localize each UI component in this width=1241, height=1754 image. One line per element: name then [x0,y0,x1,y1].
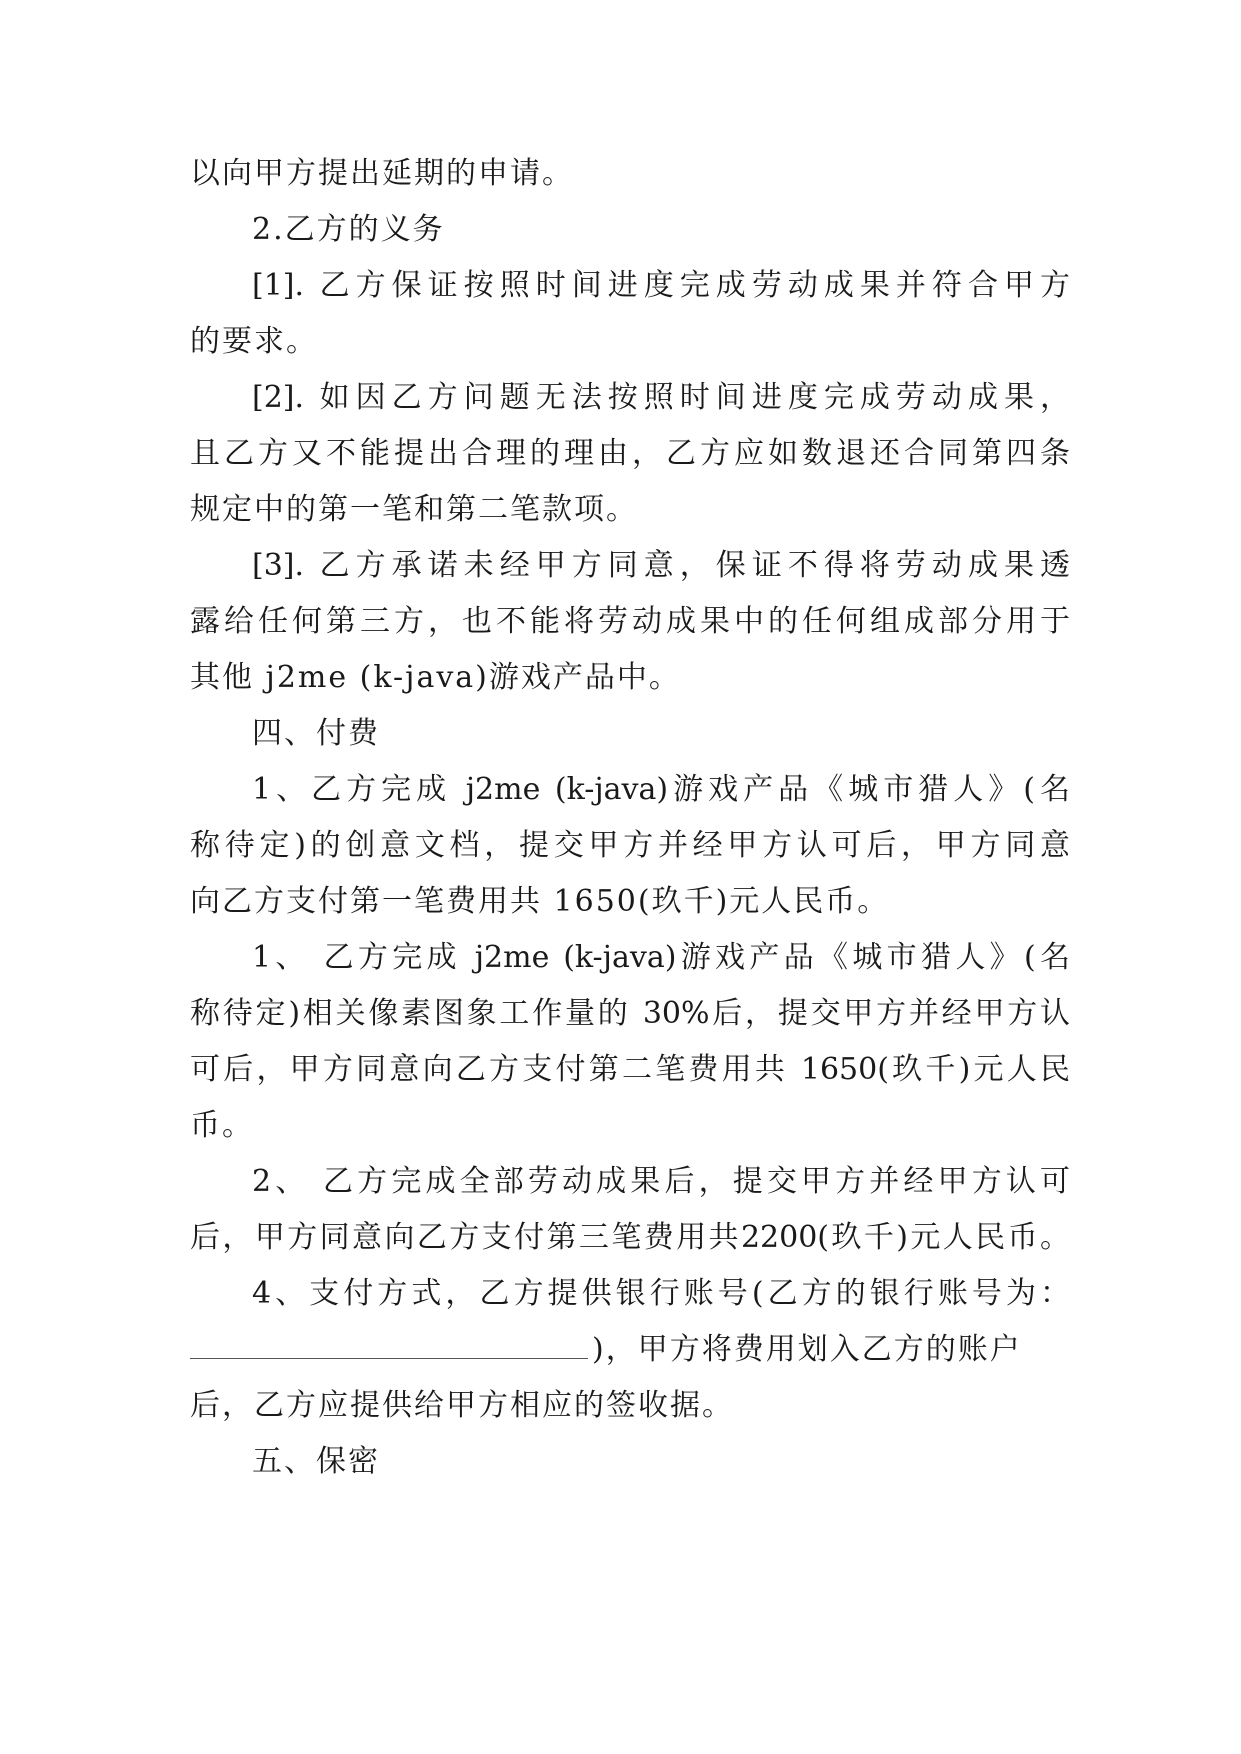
text-line: 其他 j2me (k-java)游戏产品中。 [190,660,681,695]
text-line: 1、乙方完成 j2me (k-java)游戏产品《城市猎人》(名 [252,772,1070,807]
text-line: 1、 乙方完成 j2me (k-java)游戏产品《城市猎人》(名 [252,940,1070,975]
text-line: 币。 [190,1108,254,1143]
text-line: 2、 乙方完成全部劳动成果后，提交甲方并经甲方认可 [252,1164,1070,1199]
text-line: 规定中的第一笔和第二笔款项。 [190,492,638,527]
text-line: 后，乙方应提供给甲方相应的签收据。 [190,1388,734,1423]
text-line: 向乙方支付第一笔费用共 1650(玖千)元人民币。 [190,884,890,919]
text-line-with-blank [190,1326,1070,1374]
text-line: 4、支付方式，乙方提供银行账号(乙方的银行账号为： [252,1276,1070,1311]
text-line: 且乙方又不能提出合理的理由，乙方应如数退还合同第四条 [190,436,1070,471]
text-line: [1]. 乙方保证按照时间进度完成劳动成果并符合甲方 [252,268,1070,303]
text-line: 的要求。 [190,324,318,359]
text-line: 以向甲方提出延期的申请。 [190,156,574,191]
text-line: )，甲方将费用划入乙方的账户 [592,1332,1022,1367]
text-line: [2]. 如因乙方问题无法按照时间进度完成劳动成果， [252,380,1070,415]
text-line: 称待定)的创意文档，提交甲方并经甲方认可后，甲方同意 [190,828,1070,863]
section-heading: 2.乙方的义务 [252,212,445,247]
section-heading: 五、保密 [252,1444,380,1479]
bank-account-blank [190,1328,588,1359]
text-line: [3]. 乙方承诺未经甲方同意，保证不得将劳动成果透 [252,548,1070,583]
text-line: 可后，甲方同意向乙方支付第二笔费用共 1650(玖千)元人民 [190,1052,1070,1087]
text-line: 称待定)相关像素图象工作量的 30%后，提交甲方并经甲方认 [190,996,1070,1031]
section-heading: 四、付费 [252,716,380,751]
text-line: 后，甲方同意向乙方支付第三笔费用共2200(玖千)元人民币。 [190,1220,1070,1255]
text-line: 露给任何第三方，也不能将劳动成果中的任何组成部分用于 [190,604,1070,639]
